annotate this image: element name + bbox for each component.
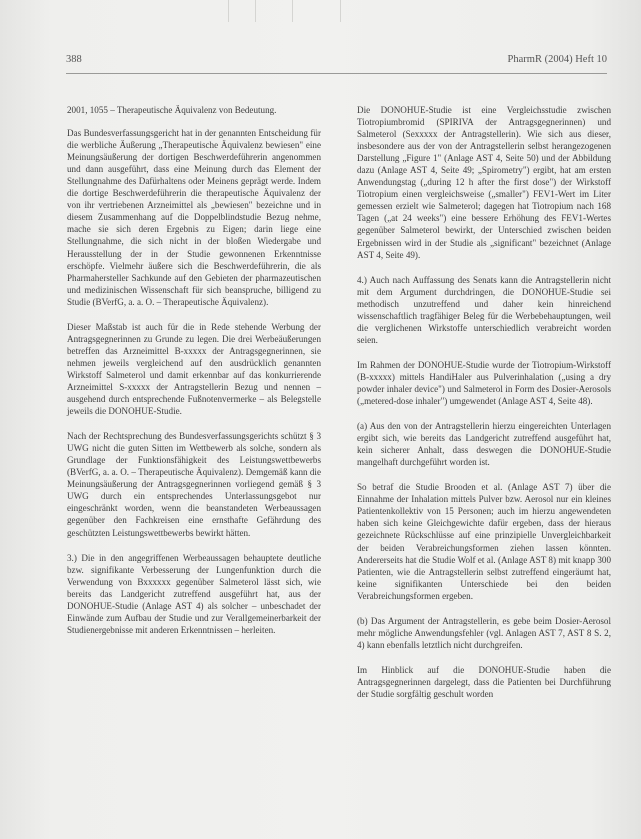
paragraph: (a) Aus den von der Antragstellerin hierzu eingereichten Unterlagen ergibt sich, wie bereits das Landgericht zutreffend ausgeführt hat, kein sicherer Anhalt, dass deswegen die DONOHUE-Studie mangelhaft durchgeführt worden ist. — [357, 421, 611, 468]
scan-artifact — [292, 0, 311, 22]
paragraph: Im Rahmen der DONOHUE-Studie wurde der Tiotropium-Wirkstoff (B-xxxxx) mittels HandiHaler aus Pulverinhalation („using a dry powder inhaler device") und Salmeterol in Form des Dosier-Aerosols („metered-dose inhaler") umgewendet (Anlage AST 4, Seite 48). — [357, 359, 611, 407]
paragraph: 4.) Auch nach Auffassung des Senats kann die Antragstellerin nicht mit dem Argument durchdringen, die DONOHUE-Studie sei methodisch unzutreffend und daher kein hinreichend wissenschaftlich tragfähiger Beleg für die Werbebehauptungen, weil die verglichenen Wirkstoffe unterschiedlich verabreicht worden seien. — [357, 274, 611, 345]
paragraph: Die DONOHUE-Studie ist eine Vergleichsstudie zwischen Tiotropiumbromid (SPIRIVA der Antragsgegnerinnen) und Salmeterol (Sexxxxx der Antragstellerin). Wie sich aus dieser, insbesondere aus der von der Antragstellerin selbst herangezogenen Darstellung „Figure 1" (Anlage AST 4, Seite 50) und der Abbildung dazu (Anlage AST 4, Seite 49; „Spirometry") ergibt, hat am ersten Anwendungstag („during 12 h after the first dose") der Wirkstoff Tiotropium einen vergleichsweise („smaller") FEV1-Wert im Liter gemessen erzielt wie Salmeterol; dagegen hat Tiotropium nach 168 Tagen („at 24 weeks") eine bessere Erhöhung des FEV1-Wertes gegenüber Salmeterol bewirkt, der Unterschied zwischen beiden Ergebnissen wird in der Studie als „significant" bezeichnet (Anlage AST 4, Seite 49). — [357, 105, 611, 260]
paragraph: Dieser Maßstab ist auch für die in Rede stehende Werbung der Antragsgegnerinnen zu Grunde zu legen. Die drei Werbeäußerungen betreffen das Arzneimittel B-xxxxx der Antragsgegnerinnen, sie nehmen jeweils vergleichend auf den ausdrücklich genannten Wirkstoff Salmeterol und damit erkennbar auf das konkurrierende Arzneimittel S-xxxxx der Antragstellerin Bezug und nennen – ausgehend durch entsprechende Fußnotenvermerke – als Belegstelle jeweils die DONOHUE-Studie. — [67, 321, 321, 417]
paragraph: 3.) Die in den angegriffenen Werbeaussagen behauptete deutliche bzw. signifikante Verbesserung der Lungenfunktion durch die Verwendung von Bxxxxxx gegenüber Salmeterol lässt sich, wie bereits das Landgericht zutreffend ausgeführt hat, aus der DONOHUE-Studie (Anlage AST 4) als solcher – unbeschadet der Einwände zum Aufbau der Studie und zur Verallgemeinerbarkeit der Studienergebnisse mit anderen Erkenntnissen – herleiten. — [67, 552, 321, 635]
paragraph: Das Bundesverfassungsgericht hat in der genannten Entscheidung für die werbliche Äußerung „Therapeutische Äquivalenz bewiesen" eine Meinungsäußerung der dortigen Beschwerdeführerin angenommen und dann ausgeführt, dass eine Meinung durch das Element der Stellungnahme des Dafürhaltens oder Meinens geprägt werde. Indem die dortige Beschwerdeführerin die therapeutische Äquivalenz der von ihr vertriebenen Arzneimittel als „bewiesen" bezeichne und in diesem Zusammenhang auf die Doppelblindstudie Bezug nehme, mache sie sich deren Ergebnis zu Eigen; darin liege eine Stellungnahme, die sich nicht in der bloßen Wiedergabe und Herausstellung der in der Studie gewonnenen Erkenntnisse erschöpfe. Vielmehr äußere sich die Beschwerdeführerin, die als Pharmahersteller Sachkunde auf den Gebieten der pharmazeutischen und medizinischen Wissenschaft für sich beanspruche, billigend zu Studie (BVerfG, a. a. O. – Therapeutische Äquivalenz). — [67, 128, 321, 307]
left-column — [67, 104, 321, 636]
paragraph: So betraf die Studie Brooden et al. (Anlage AST 7) über die Einnahme der Inhalation mittels Pulver bzw. Aerosol nur ein kleines Patientenkollektiv von 15 Personen; auch im hierzu angewendeten haben sich keine Gleichgewichte dafür ergeben, dass der hieraus gezeichnete Rückschlüsse auf eine prinzipielle Unvergleichbarkeit der beiden Verabreichungsformen ziehen lassen könnten. Andererseits hat die Studie Wolf et al. (Anlage AST 8) mit knapp 300 Patienten, wie die Antragstellerin selbst zutreffend eingeräumt hat, keine signifikanten Unterschiede bei den beiden Verabreichungsformen ergeben. — [357, 482, 611, 601]
header-rule — [66, 73, 607, 74]
paragraph: 2001, 1055 – Therapeutische Äquivalenz von Bedeutung. — [67, 105, 277, 115]
scan-artifact — [228, 0, 247, 22]
right-column — [357, 104, 611, 700]
paragraph: Im Hinblick auf die DONOHUE-Studie haben die Antragsgegnerinnen dargelegt, dass die Patienten bei Durchführung der Studie sorgfältig geschult worden — [357, 664, 611, 699]
paragraph: (b) Das Argument der Antragstellerin, es gebe beim Dosier-Aerosol mehr mögliche Anwendungsfehler (vgl. Anlagen AST 7, AST 8 S. 2, 4) kann ebenfalls letztlich nicht durchgreifen. — [357, 615, 611, 650]
journal-reference: PharmR (2004) Heft 10 — [507, 54, 607, 65]
paragraph: Nach der Rechtsprechung des Bundesverfassungsgerichts schützt § 3 UWG nicht die guten Sitten im Wettbewerb als solche, sondern als Grundlage der Funktionsfähigkeit des Leistungswettbewerbs (BVerfG, a. a. O. – Therapeutische Äquivalenz). Demgemäß kann die Meinungsäußerung der Antragsgegnerinnen vorliegend gemäß § 3 UWG durch ein entsprechendes Unterlassungsgebot nur eingeschränkt worden, wenn die beanstandeten Werbeaussagen gegenüber den Fachkreisen eine ernsthafte Gefährdung des geschützten Leistungswettbewerbs bewirkt hätten. — [67, 431, 321, 538]
scan-artifact — [340, 0, 359, 22]
page-header — [66, 54, 607, 70]
scan-artifact — [255, 0, 274, 22]
page-number: 388 — [66, 54, 82, 65]
